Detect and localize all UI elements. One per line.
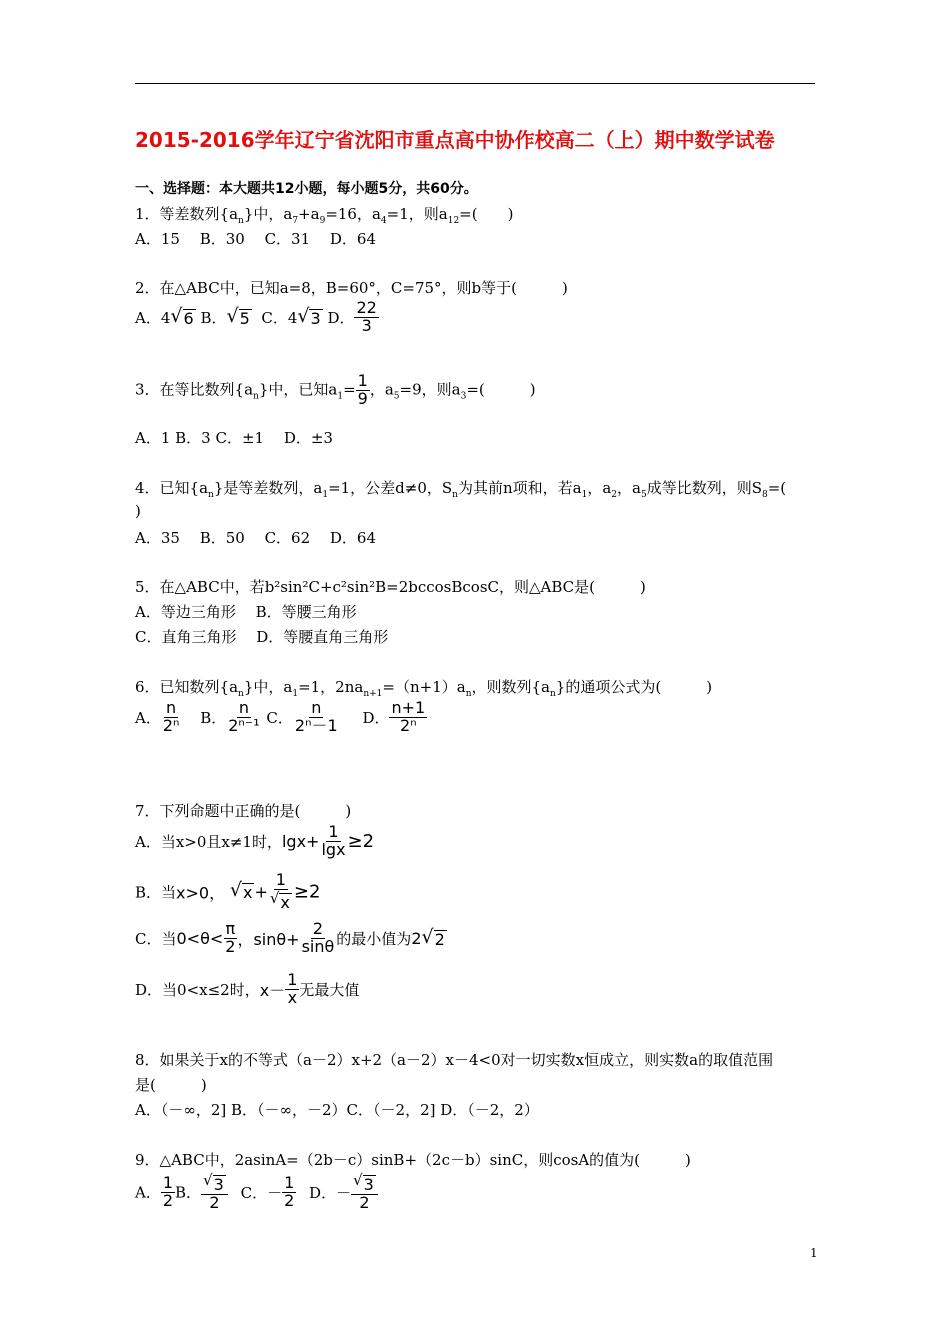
question-4-options: A．35 B．50 C．62 D．64: [135, 529, 377, 547]
question-1: 1．等差数列$\{a_n\}$中，$a_7+a_9=16$，$a_4=1$，则$a_{12}=$( ): [135, 205, 514, 226]
question-8-options: A．（－∞，2] B．（－∞，－2）C．（－2，2] D．（－2，2）: [135, 1101, 539, 1119]
question-6: 6．已知数列$\{a_n\}$中，$a_1=1$，$2na_{n+1}=(n+1)a_n$，则数列$\{a_n\}$的通项公式为( ): [135, 678, 713, 699]
header-rule: [135, 83, 815, 84]
question-7: 7．下列命题中正确的是( ): [135, 802, 352, 820]
question-1-options: A．15 B．30 C．31 D．64: [135, 230, 377, 248]
section-heading: 一、选择题：本大题共12小题，每小题5分，共60分。: [135, 181, 478, 197]
question-6-options: A． $\frac{n}{\text{2ⁿ}}$ B． $\frac{n}{\text{2ⁿ⁻¹}}$ C． $\frac{n}{\text{2ⁿ－1}}$ D． $\frac{n+1}{\text{2ⁿ}}$: [135, 698, 426, 735]
question-2: 2．在△ABC中，已知a=8，B=60°，C=75°，则b等于( ): [135, 279, 568, 297]
question-7-option-b: B．当x>0， √ x + 1 √ x ≥2: [135, 870, 321, 912]
question-3: 3．在等比数列$\{a_n\}$中，已知$a_1=$ $\frac{1}{9}$ ，$a_5=9$，则$a_3=$( ): [135, 371, 536, 408]
question-9-options: A． $\frac{1}{2}$ B． √ 3 2 C．－ $\frac{1}{2}$ D．－ √ 3 2: [135, 1172, 378, 1212]
question-4-cont: ): [135, 502, 141, 520]
question-9: 9．△ABC中，2asinA=（2b－c）sinB+（2c－b）sinC，则cosA的值为( ): [135, 1151, 691, 1169]
question-5-options-cd: C．直角三角形 D．等腰直角三角形: [135, 628, 389, 646]
question-2-options: A．4 √ 6 B． √ 5 C．4 √ 3 D． $\frac{22}{3}$: [135, 298, 377, 335]
question-4: 4．已知$\{a_n\}$是等差数列，$a_1=1$，公差d≠0，$S_n$为其前n项和，若$a_1$，$a_2$，$a_5$成等比数列，则$S_8=$(: [135, 479, 787, 500]
question-5-options-ab: A．等边三角形 B．等腰三角形: [135, 603, 357, 621]
question-7-option-d: D．当0<x≤2时，x－ $\frac{1}{x}$ 无最大值: [135, 970, 360, 1007]
page-number: 1: [810, 1246, 818, 1260]
question-7-option-c: C．当0<θ< $\frac{\pi}{2}$ ，sinθ+ $\frac{2}{\sin\theta}$ 的最小值为2 √ 2: [135, 919, 445, 956]
question-7-option-a: A．当x>0且x≠1时，lgx+ $\frac{1}{\lg x}$ ≥2: [135, 822, 375, 859]
question-3-options: A．1 B．3 C．±1 D．±3: [135, 429, 333, 447]
question-8: 8．如果关于x的不等式（a－2）x+2（a－2）x－4<0对一切实数x恒成立，则实数a的取值范围: [135, 1051, 774, 1069]
question-5: 5．在△ABC中，若b²sin²C+c²sin²B=2bccosBcosC，则△ABC是( ): [135, 578, 646, 596]
question-8-cont: 是( ): [135, 1076, 207, 1094]
page-title: 2015-2016学年辽宁省沈阳市重点高中协作校高二（上）期中数学试卷: [135, 128, 775, 152]
